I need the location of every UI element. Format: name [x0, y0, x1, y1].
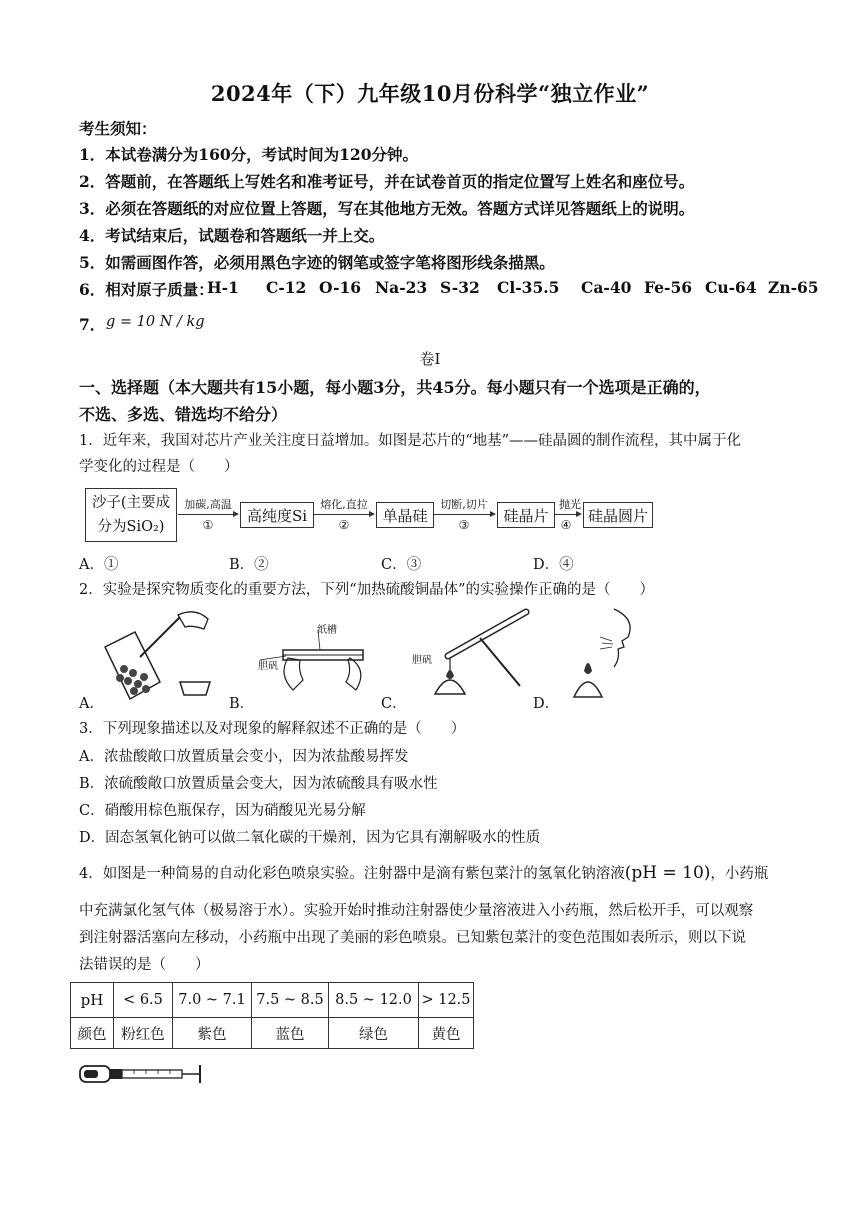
atomic-mass-ca: Ca-40	[581, 278, 632, 297]
atomic-mass-s: S-32	[440, 278, 480, 297]
atomic-mass-na: Na-23	[375, 278, 428, 297]
color-row-header: 颜色	[71, 1018, 114, 1049]
flow-box-mono-si: 单晶硅	[376, 502, 434, 528]
q4-stem-line1-b: ，小药瓶	[710, 866, 769, 882]
color-cell: 紫色	[173, 1018, 252, 1049]
q1-option-c[interactable]: C．③	[381, 557, 422, 573]
section-heading-line2: 不选、多选、错选均不给分）	[79, 405, 288, 424]
notice-item-3: 3．必须在答题纸的对应位置上答题，写在其他地方无效。答题方式详见答题纸上的说明。	[79, 199, 695, 218]
ph-row-header: pH	[71, 983, 114, 1018]
q4-stem-line3: 到注射器活塞向左移动，小药瓶中出现了美丽的彩色喷泉。已知紫包菜汁的变色范围如表所示，则以下说	[79, 930, 746, 946]
flow-box-sand-line1: 沙子(主要成	[91, 495, 171, 511]
q2-option-a[interactable]: A．	[79, 696, 104, 712]
q4-stem-line4: 法错误的是（ ）	[79, 957, 210, 973]
atomic-mass-h: H-1	[207, 278, 239, 297]
atomic-mass-zn: Zn-65	[768, 278, 819, 297]
q2-figure-a	[100, 607, 220, 702]
notice-item-5: 5．如需画图作答，必须用黑色字迹的钢笔或签字笔将图形线条描黑。	[79, 253, 555, 272]
flow-arrowhead-3	[490, 511, 496, 517]
q3-option-b[interactable]: B．浓硫酸敞口放置质量会变大，因为浓硫酸具有吸水性	[79, 776, 438, 792]
q2-figure-c	[420, 606, 540, 701]
q3-option-c[interactable]: C．硝酸用棕色瓶保存，因为硝酸见光易分解	[79, 803, 366, 819]
atomic-masses-label: 6．相对原子质量：	[79, 280, 214, 299]
q3-option-a[interactable]: A．浓盐酸敞口放置质量会变小，因为浓盐酸易挥发	[79, 749, 409, 765]
atomic-mass-fe: Fe-56	[644, 278, 693, 297]
notice-item-1: 1．本试卷满分为160分，考试时间为120分钟。	[79, 145, 418, 164]
volume-title: 卷Ⅰ	[419, 350, 441, 368]
flow-step1-num: ①	[202, 518, 214, 532]
notice-item-2: 2．答题前，在答题纸上写姓名和准考证号，并在试卷首页的指定位置写上姓名和座位号。	[79, 172, 695, 191]
atomic-mass-c: C-12	[266, 278, 307, 297]
q2-fig-b-label-papertrough: 纸槽	[317, 625, 337, 636]
q3-stem: 3．下列现象描述以及对现象的解释叙述不正确的是（ ）	[79, 721, 466, 737]
flow-arrow-2	[314, 514, 369, 515]
flow-box-si-wafer: 硅晶圆片	[583, 502, 653, 528]
notice-heading: 考生须知：	[79, 119, 157, 138]
flow-box-sand	[85, 488, 177, 542]
flow-arrowhead-1	[233, 511, 239, 517]
syringe-figure	[78, 1062, 208, 1086]
ph-row	[71, 983, 474, 1018]
q2-option-b[interactable]: B．	[229, 696, 255, 712]
flow-arrowhead-2	[369, 511, 375, 517]
q4-stem-line2: 中充满氯化氢气体（极易溶于水）。实验开始时推动注射器使少量溶液进入小药瓶，然后松开手，可以观察	[79, 903, 754, 919]
q2-stem: 2．实验是探究物质变化的重要方法，下列“加热硫酸铜晶体”的实验操作正确的是（ ）	[79, 582, 655, 598]
q2-figure-d	[566, 607, 641, 702]
q2-option-d[interactable]: D．	[533, 696, 560, 712]
q1-option-d[interactable]: D．④	[533, 557, 574, 573]
color-cell: 蓝色	[252, 1018, 329, 1049]
gravity-formula: g = 10 N / kg	[106, 314, 205, 330]
section-heading-line1: 一、选择题（本大题共有15小题，每小题3分，共45分。每小题只有一个选项是正确的，	[79, 378, 711, 397]
color-cell: 绿色	[329, 1018, 419, 1049]
ph-cell: > 12.5	[419, 983, 474, 1018]
flow-arrow-3	[434, 514, 490, 515]
q2-fig-b-label-bluevitriol: 胆矾	[258, 661, 278, 672]
flow-arrow-4	[555, 514, 576, 515]
page-title: 2024年（下）九年级10月份科学“独立作业”	[210, 81, 650, 106]
atomic-mass-cu: Cu-64	[705, 278, 757, 297]
color-cell: 黄色	[419, 1018, 474, 1049]
flow-box-pure-si: 高纯度Si	[240, 502, 314, 528]
atomic-mass-cl: Cl-35.5	[497, 278, 560, 297]
color-row	[71, 1018, 474, 1049]
q4-stem-line1	[79, 860, 768, 887]
q3-option-d[interactable]: D．固态氢氧化钠可以做二氧化碳的干燥剂，因为它具有潮解吸水的性质	[79, 830, 541, 846]
q1-stem-line2: 学变化的过程是（ ）	[79, 459, 239, 475]
flow-step4-num: ④	[560, 518, 572, 532]
q1-stem-line1: 1．近年来，我国对芯片产业关注度日益增加。如图是芯片的“地基”——硅晶圆的制作流程，其中属于化	[79, 433, 742, 449]
atomic-mass-o: O-16	[319, 278, 362, 297]
flow-step2-num: ②	[338, 518, 350, 532]
notice-item-4: 4．考试结束后，试题卷和答题纸一并上交。	[79, 226, 385, 245]
ph-cell: 7.5 ~ 8.5	[252, 983, 329, 1018]
q2-option-c[interactable]: C．	[381, 696, 407, 712]
flow-step2-label: 熔化,直拉	[320, 498, 368, 511]
ph-color-table	[70, 982, 474, 1049]
q1-option-a[interactable]: A．①	[79, 557, 119, 573]
color-cell: 粉红色	[114, 1018, 173, 1049]
notice-item-7: 7．	[79, 315, 106, 334]
flow-step3-label: 切断,切片	[440, 498, 488, 511]
flow-step3-num: ③	[458, 518, 470, 532]
flow-box-sand-line2: 分为SiO₂)	[97, 519, 165, 535]
q2-fig-c-label-bluevitriol: 胆矾	[412, 655, 432, 666]
flow-box-si-chip: 硅晶片	[497, 502, 555, 528]
q4-stem-line1-a: 4．如图是一种简易的自动化彩色喷泉实验。注射器中是滴有紫包菜汁的氢氧化钠溶液	[79, 866, 625, 882]
flow-arrowhead-4	[576, 511, 582, 517]
flow-step4-label: 抛光	[559, 498, 581, 511]
flow-step1-label: 加碳,高温	[184, 498, 232, 511]
ph-cell: 8.5 ~ 12.0	[329, 983, 419, 1018]
ph-cell: 7.0 ~ 7.1	[173, 983, 252, 1018]
flow-arrow-1	[178, 514, 233, 515]
q4-ph-formula: (pH = 10)	[624, 863, 711, 883]
ph-cell: < 6.5	[114, 983, 173, 1018]
q1-option-b[interactable]: B．②	[229, 557, 269, 573]
